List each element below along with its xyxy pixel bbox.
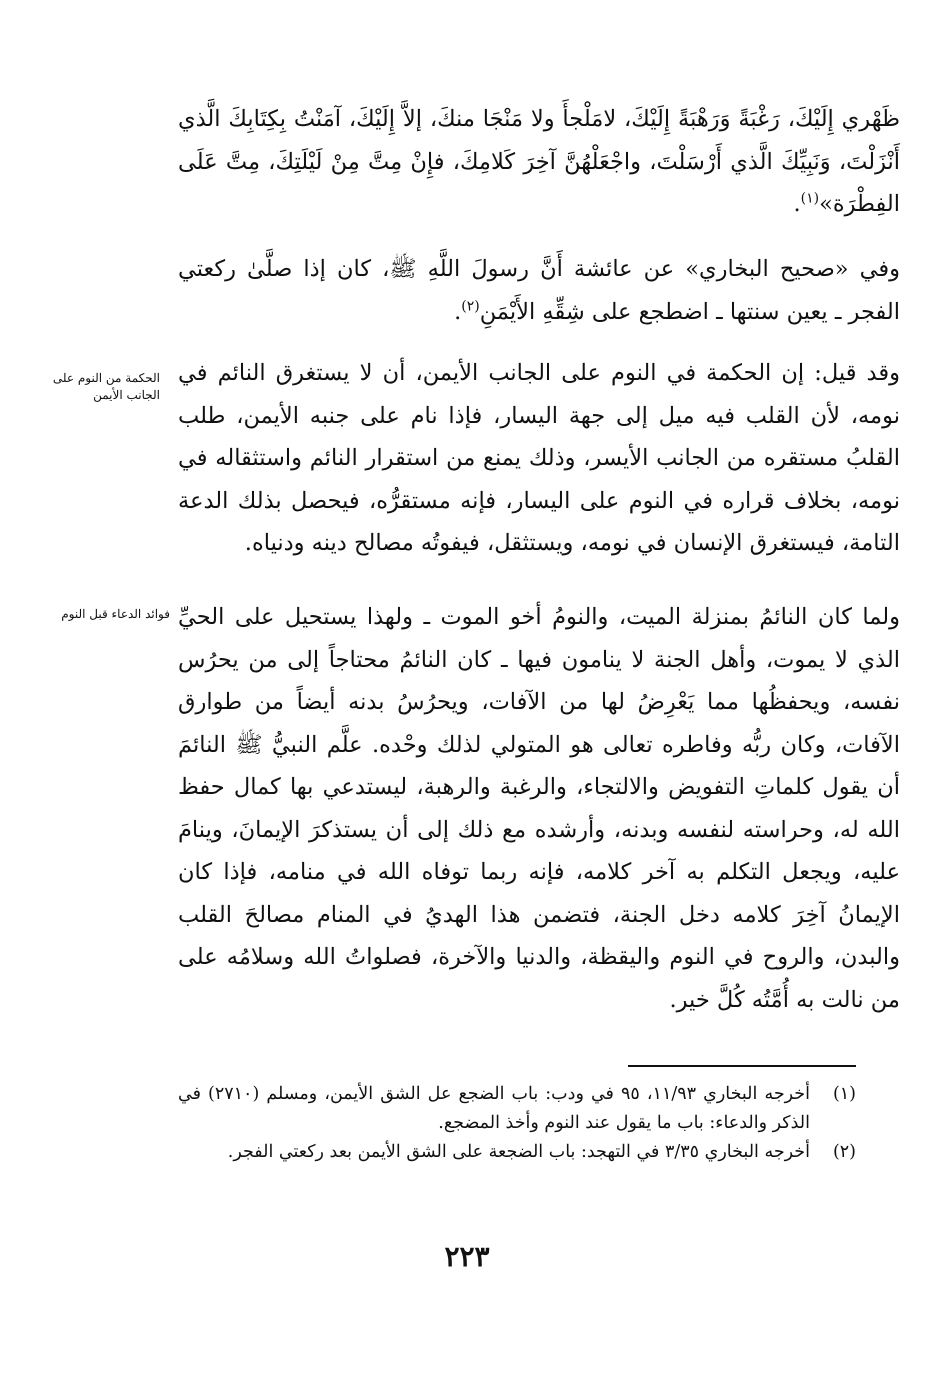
footnote-1-number: (١) (832, 1084, 856, 1104)
footnote-2-number: (٢) (832, 1142, 856, 1162)
footnote-ref-1[interactable]: (١) (800, 190, 820, 207)
paragraph-2-text: وفي «صحيح البخاري» عن عائشة أَنَّ رسولَ اللَّهِ ﷺ، كان إذا صلَّىٰ ركعتي الفجر ـ يعين سنتها ـ اضطجع على شِقِّهِ الأَيْمَنِ (178, 256, 900, 325)
footnote-2-text: أخرجه البخاري ٣/٣٥ في التهجد: باب الضجعة على الشق الأيمن بعد ركعتي الفجر. (227, 1142, 810, 1162)
paragraph-3-text: وقد قيل: إن الحكمة في النوم على الجانب الأيمن، أن لا يستغرق النائم في نومه، لأن القلب فيه ميل إلى جهة اليسار، فإذا نام على جنبه الأيمن، طلب القلبُ مستقره من الجانب الأيسر، وذلك يمنع من استقرار النائم واستثقاله في نومه، بخلاف قراره في النوم على اليسار، فإنه مستقرُّه، فيحصل بذلك الدعة التامة، فيستغرق الإنسان في نومه، ويستثقل، فيفوتُه مصالح دينه ودنياه. (178, 360, 900, 556)
footnote-2 (178, 1138, 856, 1167)
footnote-separator (628, 1065, 856, 1067)
paragraph-3 (178, 352, 900, 565)
paragraph-2 (178, 248, 900, 333)
footnote-1 (178, 1080, 856, 1138)
paragraph-2-end: . (454, 298, 462, 325)
paragraph-1-end: . (793, 191, 801, 217)
margin-note-wisdom: الحكمة من النوم على الجانب الأيمن (52, 371, 160, 402)
margin-note-benefits: فوائد الدعاء قبل النوم (61, 607, 170, 621)
paragraph-1-text: ظَهْري إِلَيْكَ، رَغْبَةً وَرَهْبَةً إِلَيْكَ، لامَلْجأَ ولا مَنْجَا منكَ، إلاَّ إِلَيْكَ، آمَنْتُ بِكِتَابِكَ الَّذي أَنْزَلْتَ، وَنَبِيِّكَ الَّذي أَرْسَلْتَ، واجْعَلْهُنَّ آخِرَ كَلامِكَ، فإِنْ مِتَّ مِنْ لَيْلَتِكَ، مِتَّ عَلَى الفِطْرَة» (178, 106, 900, 217)
footnote-ref-2[interactable]: (٢) (461, 298, 480, 314)
footnotes (178, 1080, 856, 1167)
page-number: ٢٢٣ (444, 1240, 490, 1273)
footnote-1-text: أخرجه البخاري ١١/٩٣، ٩٥ في ودب: باب الضجع عل الشق الأيمن، ومسلم (٢٧١٠) في الذكر والدعاء: باب ما يقول عند النوم وأخذ المضجع. (178, 1084, 810, 1133)
paragraph-1 (178, 98, 900, 226)
paragraph-4 (178, 596, 900, 1021)
paragraph-4-text: ولما كان النائمُ بمنزلة الميت، والنومُ أخو الموت ـ ولهذا يستحيل على الحيِّ الذي لا يموت، وأهل الجنة لا ينامون فيها ـ كان النائمُ محتاجاً إلى من يحرُس نفسه، ويحفظُها مما يَعْرِضُ لها من الآفات، ويحرُسُ بدنه أيضاً من طوارق الآفات، وكان ربُّه وفاطره تعالى هو المتولي لذلك وحْده. علَّم النبيُّ ﷺ النائمَ أن يقول كلماتِ التفويض والالتجاء، والرغبة والرهبة، ليستدعي بها كمال حفظ الله له، وحراسته لنفسه وبدنه، وأرشده مع ذلك إلى أن يستذكرَ الإيمانَ، وينامَ عليه، ويجعل التكلم به آخر كلامه، فإنه ربما توفاه الله في منامه، فإذا كان الإيمانُ آخِرَ كلامه دخل الجنة، فتضمن هذا الهديُ في المنام مصالحَ القلب والبدن، والروح في النوم واليقظة، والدنيا والآخرة، فصلواتُ الله وسلامُه على من نالت به أُمَّتُه كُلَّ خير. (178, 604, 900, 1013)
